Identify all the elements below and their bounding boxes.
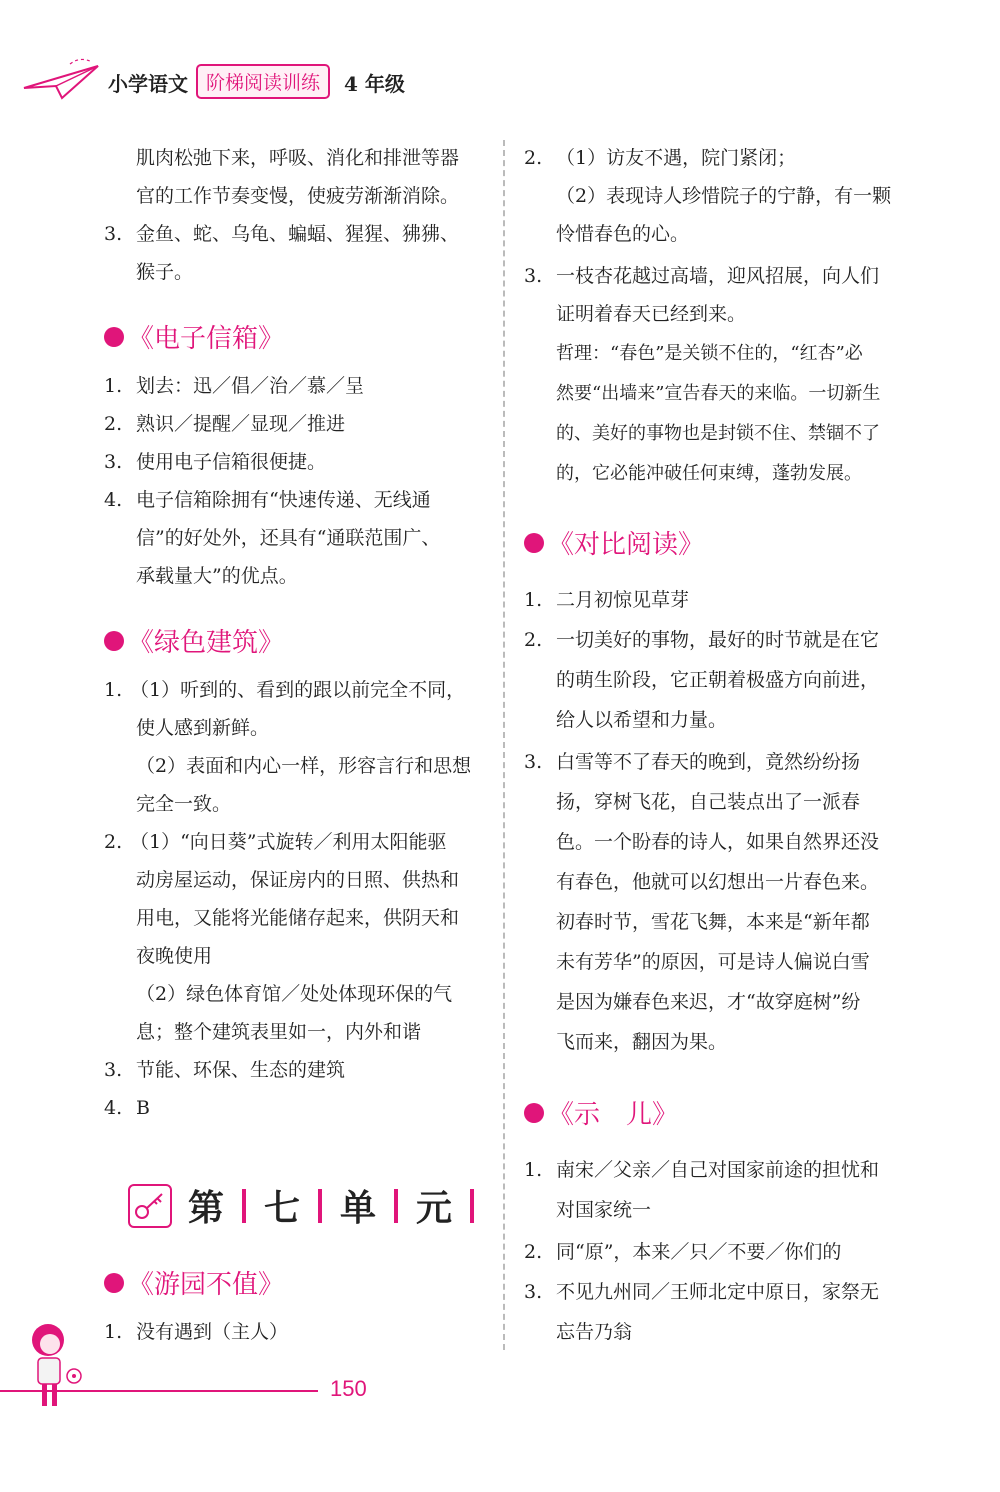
section-title-lvse-jianzhu: 《绿色建筑》 [104, 628, 284, 658]
list-item: 3. 金鱼、蛇、乌龟、蝙蝠、猩猩、狒狒、 [104, 223, 460, 245]
text-line: 证明着春天已经到来。 [556, 303, 747, 325]
unit-char: 元 [416, 1187, 453, 1229]
page-header [0, 0, 1000, 120]
girl-illustration-icon [20, 1318, 90, 1418]
header-series-badge: 阶梯阅读训练 [196, 64, 330, 99]
text-line: 有春色，他就可以幻想出一片春色来。 [556, 871, 880, 893]
text-line: 色。一个盼春的诗人，如果自然界还没 [556, 831, 880, 853]
pink-dot-icon [524, 1103, 544, 1123]
key-icon [128, 1184, 172, 1228]
list-item: 4. B [104, 1097, 150, 1119]
page-number: 150 [330, 1376, 367, 1401]
text-line: 用电，又能将光能储存起来，供阴天和 [136, 907, 460, 929]
unit-separator [470, 1189, 474, 1223]
text-line: 信”的好处外，还具有“通联范围广、 [136, 527, 441, 549]
unit-separator [394, 1189, 398, 1223]
header-subject: 小学语文 [108, 72, 188, 96]
list-item: 1. 南宋／父亲／自己对国家前途的担忧和 [524, 1159, 880, 1181]
text-line: 对国家统一 [556, 1199, 652, 1221]
list-item: 1. 二月初惊见草芽 [524, 589, 690, 611]
pink-dot-icon [104, 631, 124, 651]
list-item: 2. （1）访友不遇，院门紧闭； [524, 147, 797, 169]
list-item: 2. 熟识／提醒／显现／推进 [104, 413, 346, 435]
text-line: 的萌生阶段，它正朝着极盛方向前进， [556, 669, 880, 691]
text-line: 肌肉松弛下来，呼吸、消化和排泄等器 [136, 147, 460, 169]
text-line: 初春时节，雪花飞舞，本来是“新年都 [556, 911, 870, 933]
text-line: 扬，穿树飞花，自己装点出了一派春 [556, 791, 861, 813]
list-item: 2. 一切美好的事物，最好的时节就是在它 [524, 629, 880, 651]
text-line: 然要“出墙来”宣告春天的来临。一切新生 [556, 383, 881, 404]
section-title-youyuan-buzhi: 《游园不值》 [104, 1270, 284, 1300]
text-line: 哲理：“春色”是关锁不住的，“红杏”必 [556, 343, 863, 364]
text-line: 未有芳华”的原因，可是诗人偏说白雪 [556, 951, 870, 973]
unit-char: 七 [264, 1187, 301, 1229]
pink-dot-icon [104, 327, 124, 347]
text-line: （2）表面和内心一样，形容言行和思想 [136, 755, 472, 777]
list-item: 3. 白雪等不了春天的晚到，竟然纷纷扬 [524, 751, 861, 773]
text-line: 夜晚使用 [136, 945, 213, 967]
list-item: 3. 不见九州同／王师北定中原日，家祭无 [524, 1281, 880, 1303]
pink-dot-icon [104, 1273, 124, 1293]
unit-separator [318, 1189, 322, 1223]
paper-plane-icon [22, 58, 104, 102]
unit-separator [242, 1189, 246, 1223]
section-title-duibi-yuedu: 《对比阅读》 [524, 530, 704, 560]
list-item: 1. 没有遇到（主人） [104, 1321, 289, 1343]
unit-char: 第 [188, 1187, 225, 1229]
text-line: 动房屋运动，保证房内的日照、供热和 [136, 869, 460, 891]
text-line: 怜惜春色的心。 [556, 223, 690, 245]
text-line: 承载量大”的优点。 [136, 565, 298, 587]
text-line: 是因为嫌春色来迟，才“故穿庭树”纷 [556, 991, 861, 1013]
section-title-shi-er: 《示 儿》 [524, 1100, 678, 1130]
list-item: 2. 同“原”，本来／只／不要／你们的 [524, 1241, 842, 1263]
unit-heading [128, 1180, 486, 1231]
unit-char: 单 [340, 1187, 377, 1229]
text-line: （2）表现诗人珍惜院子的宁静，有一颗 [556, 185, 892, 207]
list-item: 3. 使用电子信箱很便捷。 [104, 451, 327, 473]
text-line: 使人感到新鲜。 [136, 717, 270, 739]
section-title-dianzi-xinxiang: 《电子信箱》 [104, 324, 284, 354]
list-item: 1. （1）听到的、看到的跟以前完全不同， [104, 679, 466, 701]
text-line: （2）绿色体育馆／处处体现环保的气 [136, 983, 453, 1005]
text-line: 官的工作节奏变慢，使疲劳渐渐消除。 [136, 185, 460, 207]
text-line: 的，它必能冲破任何束缚，蓬勃发展。 [556, 463, 862, 484]
list-item: 2. （1）“向日葵”式旋转／利用太阳能驱 [104, 831, 447, 853]
pink-dot-icon [524, 533, 544, 553]
text-line: 忘告乃翁 [556, 1321, 633, 1343]
text-line: 息；整个建筑表里如一，内外和谐 [136, 1021, 422, 1043]
text-line: 猴子。 [136, 261, 194, 283]
list-item: 1. 划去：迅／倡／治／慕／呈 [104, 375, 365, 397]
text-line: 完全一致。 [136, 793, 232, 815]
list-item: 3. 一枝杏花越过高墙，迎风招展，向人们 [524, 265, 880, 287]
list-item: 4. 电子信箱除拥有“快速传递、无线通 [104, 489, 431, 511]
text-line: 给人以希望和力量。 [556, 709, 728, 731]
text-line: 的、美好的事物也是封锁不住、禁锢不了 [556, 423, 880, 444]
footer-rule [0, 1390, 318, 1392]
column-divider [503, 140, 505, 1350]
text-line: 飞而来，翻因为果。 [556, 1031, 728, 1053]
list-item: 3. 节能、环保、生态的建筑 [104, 1059, 346, 1081]
header-grade: 4 年级 [344, 72, 405, 96]
